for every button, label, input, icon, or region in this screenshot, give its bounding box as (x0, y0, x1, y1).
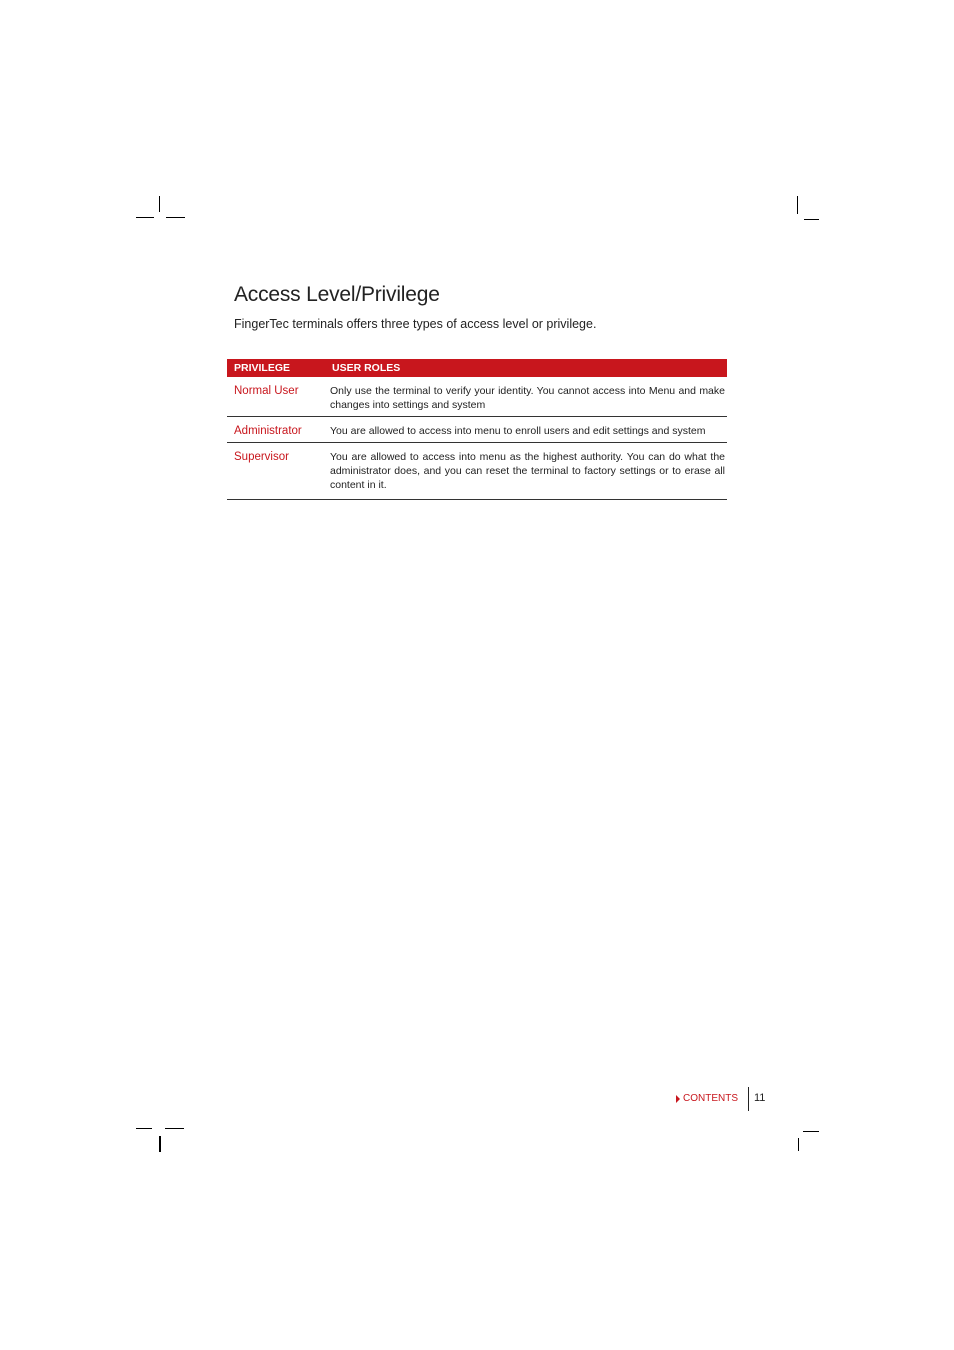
privilege-name: Normal User (227, 377, 326, 417)
crop-mark (165, 1128, 184, 1129)
privilege-name: Supervisor (227, 443, 326, 500)
intro-text: FingerTec terminals offers three types of access level or privilege. (234, 317, 597, 331)
role-description: Only use the terminal to verify your identity. You cannot access into Menu and make changes into settings and system (326, 377, 727, 417)
crop-mark (166, 217, 185, 218)
page-title: Access Level/Privilege (234, 283, 440, 306)
table-header-row (227, 359, 727, 377)
role-description: You are allowed to access into menu to enroll users and edit settings and system (326, 417, 727, 443)
crop-mark (136, 1128, 152, 1129)
triangle-right-icon (676, 1095, 680, 1103)
privilege-table (227, 359, 727, 500)
column-header-user-roles: USER ROLES (326, 359, 727, 377)
contents-link-label: CONTENTS (683, 1093, 738, 1104)
crop-mark (159, 1136, 161, 1152)
crop-mark (797, 196, 798, 214)
table-row (227, 443, 727, 500)
contents-link[interactable] (676, 1093, 738, 1104)
crop-mark (798, 1138, 799, 1151)
privilege-name: Administrator (227, 417, 326, 443)
page-number: 11 (754, 1092, 766, 1104)
crop-mark (803, 1131, 819, 1132)
page-number-divider (748, 1087, 749, 1111)
table-row (227, 377, 727, 417)
crop-mark (159, 196, 160, 212)
crop-mark (804, 219, 819, 220)
table-row (227, 417, 727, 443)
role-description: You are allowed to access into menu as the highest authority. You can do what the administrator does, and you can reset the terminal to factory settings or to erase all content in it. (326, 443, 727, 500)
crop-mark (136, 217, 154, 218)
column-header-privilege: PRIVILEGE (227, 359, 326, 377)
